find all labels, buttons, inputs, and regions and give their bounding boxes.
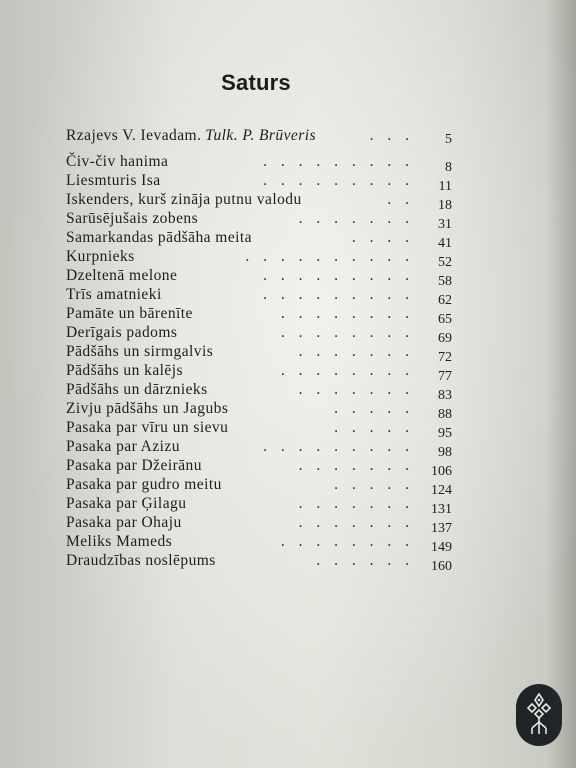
toc-entry-page: 88 <box>438 407 452 422</box>
toc-entry-title: Trīs amatnieki <box>66 286 162 303</box>
toc-entry-page: 11 <box>438 179 452 194</box>
toc-entry <box>66 513 466 536</box>
toc-entry-page: 124 <box>431 483 452 498</box>
toc-entry <box>66 304 466 327</box>
toc-entry-page: 31 <box>438 217 452 232</box>
toc-entry-page: 58 <box>438 274 452 289</box>
toc-entry-title: Derīgais padoms <box>66 324 178 341</box>
toc-entry <box>66 342 466 365</box>
toc-entry <box>66 532 466 555</box>
toc-entry-title: Pādšāhs un kalējs <box>66 362 183 379</box>
toc-entry-title: Liesmturis Isa <box>66 172 161 189</box>
toc-entry-title: Iskenders, kurš zināja putnu valodu <box>66 191 302 208</box>
toc-entry-page: 77 <box>438 369 452 384</box>
leader-dots: . . . . . . . . . <box>263 267 414 284</box>
leader-dots: . . . <box>369 127 414 144</box>
toc-entry <box>66 551 466 574</box>
toc-entry <box>66 171 466 194</box>
leader-dots: . . . . <box>351 229 414 246</box>
leader-dots: . . . . . . . <box>298 210 414 227</box>
toc-entry-title: Samarkandas pādšāha meita <box>66 229 252 246</box>
toc-entry-title: Pasaka par vīru un sievu <box>66 419 229 436</box>
leader-dots: . . . . . <box>334 476 414 493</box>
toc-entry-title: Pasaka par gudro meitu <box>66 476 222 493</box>
leader-dots: . . . . . . . . . <box>263 153 414 170</box>
table-of-contents <box>66 126 466 574</box>
toc-entry-page: 41 <box>438 236 452 251</box>
toc-entry-title: Zivju pādšāhs un Jagubs <box>66 400 229 417</box>
toc-entry-title: Pasaka par Azizu <box>66 438 180 455</box>
toc-entry-title: Pasaka par Džeirānu <box>66 457 202 474</box>
toc-entry-page: 95 <box>438 426 452 441</box>
leader-dots: . . <box>387 191 414 208</box>
toc-entry <box>66 456 466 479</box>
toc-entry-page: 83 <box>438 388 452 403</box>
leader-dots: . . . . . . . <box>298 514 414 531</box>
toc-entry-title: Pādšāhs un dārznieks <box>66 381 208 398</box>
leader-dots: . . . . . . . . <box>280 533 414 550</box>
toc-entry-title: Pādšāhs un sirmgalvis <box>66 343 214 360</box>
leader-dots: . . . . . . . . . <box>263 172 414 189</box>
toc-entry-page: 137 <box>431 521 452 536</box>
leader-dots: . . . . . . . . . <box>263 286 414 303</box>
leader-dots: . . . . . . . <box>298 343 414 360</box>
toc-entry-page: 160 <box>431 559 452 574</box>
toc-entry-title: Sarūsējušais zobens <box>66 210 199 227</box>
toc-entry <box>66 285 466 308</box>
toc-entry <box>66 152 466 175</box>
toc-entry-title: Pamāte un bārenīte <box>66 305 193 322</box>
toc-entry-title: Pasaka par Ohaju <box>66 514 182 531</box>
toc-entry-title: Čiv-čiv hanima <box>66 153 169 170</box>
toc-entry <box>66 418 466 441</box>
toc-entry <box>66 437 466 460</box>
leader-dots: . . . . . . <box>316 552 414 569</box>
toc-entry-title: Meliks Mameds <box>66 533 173 550</box>
toc-entry-title: Rzajevs V. Ievadam. <box>66 127 202 144</box>
toc-entry <box>66 494 466 517</box>
leader-dots: . . . . . . . . <box>280 362 414 379</box>
toc-entry-page: 52 <box>438 255 452 270</box>
toc-entry-title: Pasaka par Ģilagu <box>66 495 187 512</box>
toc-entry <box>66 380 466 403</box>
leader-dots: . . . . . . . <box>298 495 414 512</box>
leader-dots: . . . . . . . <box>298 381 414 398</box>
leader-dots: . . . . . . . <box>298 457 414 474</box>
leader-dots: . . . . . <box>334 419 414 436</box>
toc-entry-page: 72 <box>438 350 452 365</box>
leader-dots: . . . . . . . . . . <box>245 248 414 265</box>
leader-dots: . . . . . <box>334 400 414 417</box>
ornament-icon <box>516 684 562 746</box>
toc-entry <box>66 475 466 498</box>
leader-dots: . . . . . . . . . <box>263 438 414 455</box>
toc-entry <box>66 190 466 213</box>
toc-entry <box>66 209 466 232</box>
page-title: Saturs <box>221 70 291 95</box>
toc-entry <box>66 361 466 384</box>
toc-entry <box>66 399 466 422</box>
toc-entry-page: 69 <box>438 331 452 346</box>
toc-entry-translator: Tulk. P. Brūveris <box>205 127 316 144</box>
toc-entry-page: 18 <box>438 198 452 213</box>
toc-entry <box>66 228 466 251</box>
toc-entry <box>66 247 466 270</box>
toc-entry-page: 131 <box>431 502 452 517</box>
toc-entry-page: 62 <box>438 293 452 308</box>
toc-entry <box>66 266 466 289</box>
toc-entry-page: 8 <box>445 160 452 175</box>
toc-entry-page: 5 <box>445 132 452 147</box>
toc-entry-title: Dzeltenā melone <box>66 267 178 284</box>
watermark-logo <box>516 684 562 746</box>
toc-entry-page: 106 <box>431 464 452 479</box>
toc-entry <box>66 323 466 346</box>
toc-entry-title: Draudzības noslēpums <box>66 552 216 569</box>
toc-entry-page: 98 <box>438 445 452 460</box>
toc-entry-title: Kurpnieks <box>66 248 135 265</box>
leader-dots: . . . . . . . . <box>280 324 414 341</box>
toc-entry-page: 149 <box>431 540 452 555</box>
toc-entry-page: 65 <box>438 312 452 327</box>
toc-entry <box>66 126 466 152</box>
leader-dots: . . . . . . . . <box>280 305 414 322</box>
